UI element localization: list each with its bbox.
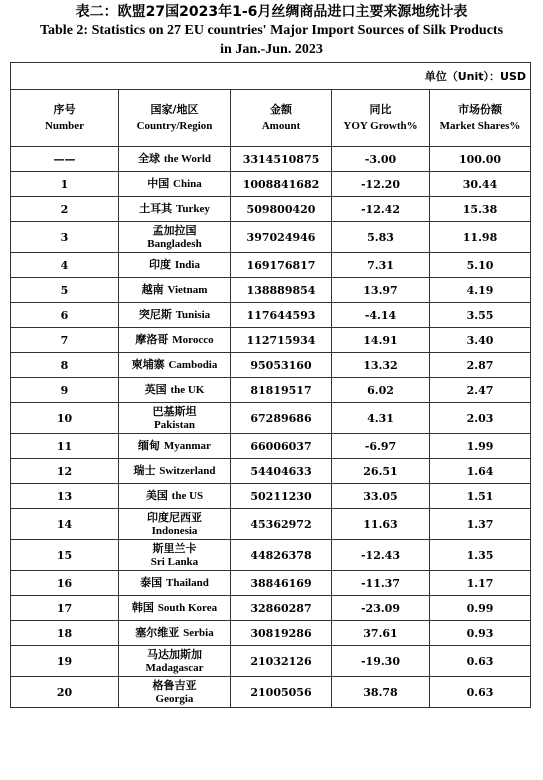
header-number-cn: 序号 — [53, 103, 76, 116]
country-name-en: China — [173, 178, 202, 190]
row-yoy: 33.05 — [332, 484, 430, 509]
row-number: 11 — [11, 434, 119, 459]
row-share: 1.17 — [430, 571, 531, 596]
row-country — [119, 571, 231, 596]
country-name-cn: 摩洛哥 — [135, 333, 169, 346]
row-amount: 1008841682 — [231, 172, 332, 197]
country-name-cn: 马达加斯加 — [147, 647, 202, 661]
row-amount: 45362972 — [231, 509, 332, 540]
country-name-cn: 印度尼西亚 — [147, 510, 202, 524]
row-amount: 397024946 — [231, 222, 332, 253]
row-share: 1.99 — [430, 434, 531, 459]
row-country — [119, 197, 231, 222]
country-name-cn: 全球 — [137, 152, 160, 165]
table-title-english-line1: Table 2: Statistics on 27 EU countries' Major Import Sources of Silk Products — [39, 23, 504, 38]
table-row — [11, 378, 531, 403]
country-name-en: the World — [163, 153, 211, 165]
row-yoy: -6.97 — [332, 434, 430, 459]
row-number: 5 — [11, 278, 119, 303]
row-share: 30.44 — [430, 172, 531, 197]
row-number: 3 — [11, 222, 119, 253]
row-number: 7 — [11, 328, 119, 353]
row-share: 3.40 — [430, 328, 531, 353]
row-amount: 30819286 — [231, 621, 332, 646]
country-name-en: Morocco — [172, 334, 214, 346]
row-country — [119, 621, 231, 646]
header-country-cn: 国家/地区 — [150, 103, 199, 116]
row-amount: 95053160 — [231, 353, 332, 378]
table-row — [11, 434, 531, 459]
country-name-en: the US — [171, 490, 204, 502]
country-name-cn: 斯里兰卡 — [152, 541, 197, 555]
country-name-en: Georgia — [155, 692, 194, 705]
row-share: 0.93 — [430, 621, 531, 646]
row-number: 12 — [11, 459, 119, 484]
table-row — [11, 677, 531, 708]
header-yoy-en: YOY Growth% — [343, 120, 418, 132]
table-row — [11, 222, 531, 253]
country-name-en: Sri Lanka — [150, 555, 199, 568]
row-amount: 66006037 — [231, 434, 332, 459]
header-number-en: Number — [44, 120, 85, 132]
country-name-en: Bangladesh — [147, 237, 202, 250]
row-number: 2 — [11, 197, 119, 222]
row-number: 20 — [11, 677, 119, 708]
table-row — [11, 403, 531, 434]
country-name-cn: 韩国 — [131, 601, 154, 614]
row-country — [119, 459, 231, 484]
row-share: 1.37 — [430, 509, 531, 540]
country-name-cn: 缅甸 — [138, 439, 161, 452]
table-row — [11, 147, 531, 172]
row-number: 10 — [11, 403, 119, 434]
row-yoy: 13.32 — [332, 353, 430, 378]
row-yoy: -4.14 — [332, 303, 430, 328]
country-name-cn: 巴基斯坦 — [152, 404, 197, 418]
row-amount: 50211230 — [231, 484, 332, 509]
header-yoy-cn: 同比 — [369, 103, 392, 116]
row-number: 1 — [11, 172, 119, 197]
row-share: 4.19 — [430, 278, 531, 303]
table-row — [11, 197, 531, 222]
table-row — [11, 509, 531, 540]
row-country — [119, 222, 231, 253]
country-name-cn: 格鲁吉亚 — [152, 678, 197, 692]
table-row — [11, 621, 531, 646]
row-yoy: -11.37 — [332, 571, 430, 596]
row-country — [119, 646, 231, 677]
header-amount-en: Amount — [261, 120, 301, 132]
table-row — [11, 328, 531, 353]
row-country — [119, 353, 231, 378]
row-share: 1.51 — [430, 484, 531, 509]
row-amount: 138889854 — [231, 278, 332, 303]
row-country — [119, 278, 231, 303]
row-country — [119, 403, 231, 434]
table-row — [11, 571, 531, 596]
row-number: 18 — [11, 621, 119, 646]
country-name-en: the UK — [170, 384, 205, 396]
row-yoy: 13.97 — [332, 278, 430, 303]
header-share — [430, 90, 531, 147]
country-name-en: Thailand — [166, 577, 209, 589]
row-yoy: 14.91 — [332, 328, 430, 353]
row-amount: 21032126 — [231, 646, 332, 677]
country-name-cn: 柬埔寨 — [131, 358, 165, 371]
country-name-cn: 突尼斯 — [138, 308, 172, 321]
country-name-cn: 印度 — [149, 258, 172, 271]
country-name-en: Madagascar — [145, 661, 204, 674]
country-name-cn: 孟加拉国 — [152, 223, 197, 237]
country-name-en: Tunisia — [175, 309, 211, 321]
row-amount: 21005056 — [231, 677, 332, 708]
table-title-english-line2: in Jan.-Jun. 2023 — [220, 42, 323, 57]
country-name-cn: 塞尔维亚 — [135, 626, 180, 639]
header-amount-cn: 金额 — [270, 103, 292, 116]
row-share: 5.10 — [430, 253, 531, 278]
country-name-cn: 瑞士 — [133, 464, 156, 477]
row-country — [119, 484, 231, 509]
row-yoy: 4.31 — [332, 403, 430, 434]
row-share: 11.98 — [430, 222, 531, 253]
table-row — [11, 253, 531, 278]
row-yoy: -12.43 — [332, 540, 430, 571]
row-amount: 117644593 — [231, 303, 332, 328]
row-share: 0.63 — [430, 646, 531, 677]
country-name-en: Vietnam — [167, 284, 208, 296]
row-number: 6 — [11, 303, 119, 328]
row-number: 4 — [11, 253, 119, 278]
country-name-cn: 泰国 — [140, 576, 163, 589]
country-name-en: Switzerland — [159, 465, 216, 477]
row-number: 16 — [11, 571, 119, 596]
row-share: 0.99 — [430, 596, 531, 621]
row-amount: 44826378 — [231, 540, 332, 571]
country-name-en: Turkey — [176, 203, 210, 215]
row-country — [119, 147, 231, 172]
row-yoy: 38.78 — [332, 677, 430, 708]
row-amount: 32860287 — [231, 596, 332, 621]
row-yoy: 11.63 — [332, 509, 430, 540]
row-share: 0.63 — [430, 677, 531, 708]
row-country — [119, 540, 231, 571]
table-row — [11, 596, 531, 621]
country-name-cn: 土耳其 — [139, 202, 173, 215]
row-amount: 38846169 — [231, 571, 332, 596]
table-row — [11, 353, 531, 378]
row-share: 2.87 — [430, 353, 531, 378]
row-share: 3.55 — [430, 303, 531, 328]
row-country — [119, 303, 231, 328]
country-name-cn: 中国 — [147, 177, 170, 190]
country-name-en: Serbia — [183, 627, 214, 639]
row-number: 14 — [11, 509, 119, 540]
title-block — [0, 0, 543, 59]
row-number: 15 — [11, 540, 119, 571]
row-share: 1.64 — [430, 459, 531, 484]
country-name-cn: 美国 — [145, 489, 168, 502]
row-country — [119, 172, 231, 197]
row-country — [119, 509, 231, 540]
row-yoy: -3.00 — [332, 147, 430, 172]
row-country — [119, 677, 231, 708]
row-yoy: -19.30 — [332, 646, 430, 677]
import-sources-table — [10, 62, 531, 708]
header-amount — [231, 90, 332, 147]
row-amount: 112715934 — [231, 328, 332, 353]
row-yoy: -23.09 — [332, 596, 430, 621]
row-share: 2.03 — [430, 403, 531, 434]
table-title-chinese: 表二：欧盟27国2023年1-6月丝绸商品进口主要来源地统计表 — [75, 4, 468, 20]
row-share: 1.35 — [430, 540, 531, 571]
header-yoy — [332, 90, 430, 147]
row-amount: 3314510875 — [231, 147, 332, 172]
row-number: 19 — [11, 646, 119, 677]
row-country — [119, 328, 231, 353]
row-yoy: 26.51 — [332, 459, 430, 484]
table-row — [11, 484, 531, 509]
row-yoy: -12.20 — [332, 172, 430, 197]
unit-row — [11, 63, 531, 90]
row-number: 17 — [11, 596, 119, 621]
table-row — [11, 278, 531, 303]
table-row — [11, 646, 531, 677]
header-country-en: Country/Region — [136, 120, 213, 132]
unit-label: 单位（Unit）：USD — [11, 63, 531, 90]
header-number — [11, 90, 119, 147]
header-row — [11, 90, 531, 147]
header-country — [119, 90, 231, 147]
row-amount: 509800420 — [231, 197, 332, 222]
row-yoy: 5.83 — [332, 222, 430, 253]
row-share: 100.00 — [430, 147, 531, 172]
country-name-en: Pakistan — [154, 418, 195, 431]
header-share-cn: 市场份额 — [458, 103, 503, 116]
table-row — [11, 459, 531, 484]
table-row — [11, 303, 531, 328]
row-amount: 81819517 — [231, 378, 332, 403]
row-amount: 54404633 — [231, 459, 332, 484]
row-share: 15.38 — [430, 197, 531, 222]
row-yoy: 7.31 — [332, 253, 430, 278]
country-name-en: Cambodia — [168, 359, 218, 371]
row-country — [119, 596, 231, 621]
country-name-en: India — [174, 259, 200, 271]
country-name-en: South Korea — [157, 602, 218, 614]
row-country — [119, 434, 231, 459]
row-yoy: 6.02 — [332, 378, 430, 403]
row-number: 9 — [11, 378, 119, 403]
row-share: 2.47 — [430, 378, 531, 403]
table-row — [11, 540, 531, 571]
row-yoy: 37.61 — [332, 621, 430, 646]
row-country — [119, 253, 231, 278]
row-number: 13 — [11, 484, 119, 509]
row-number: —— — [11, 147, 119, 172]
country-name-en: Indonesia — [151, 524, 198, 537]
row-yoy: -12.42 — [332, 197, 430, 222]
header-share-en: Market Shares% — [439, 120, 521, 132]
country-name-en: Myanmar — [163, 440, 211, 452]
row-country — [119, 378, 231, 403]
row-amount: 67289686 — [231, 403, 332, 434]
row-amount: 169176817 — [231, 253, 332, 278]
table-row — [11, 172, 531, 197]
country-name-cn: 英国 — [144, 383, 167, 396]
row-number: 8 — [11, 353, 119, 378]
country-name-cn: 越南 — [141, 283, 164, 296]
